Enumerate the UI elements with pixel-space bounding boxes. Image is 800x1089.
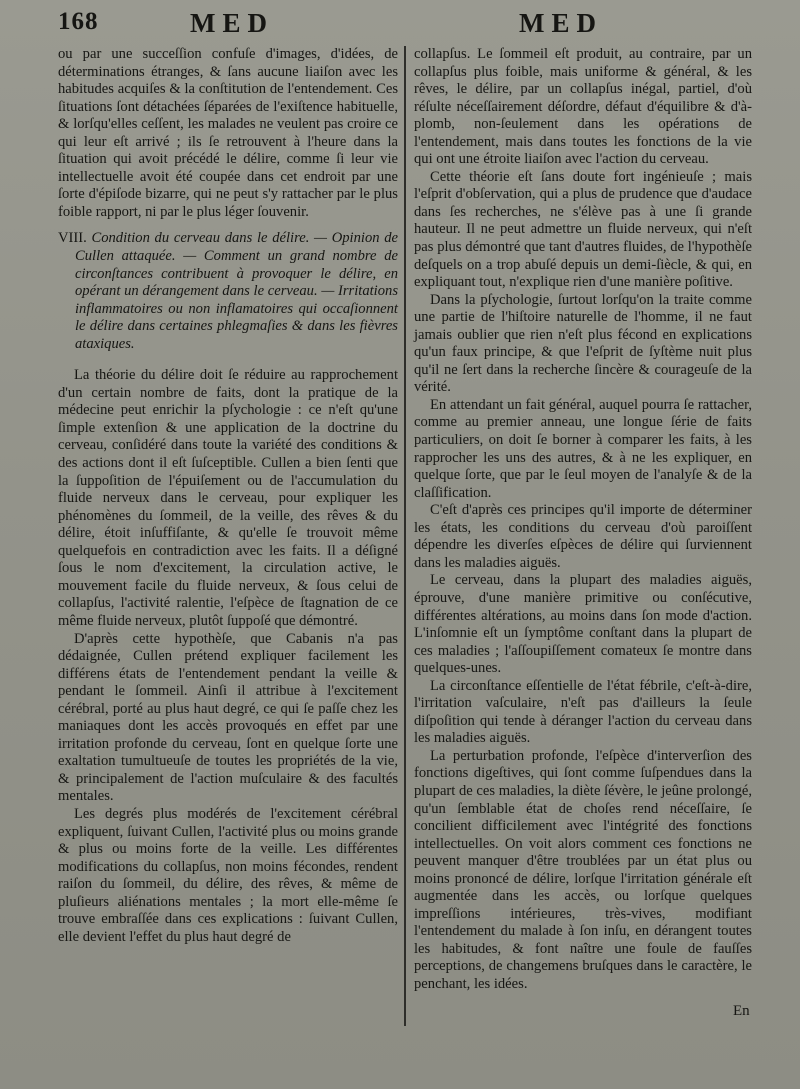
column-rule [404,46,406,1026]
right-paragraph-3: En attendant un fait général, auquel pourra ſe rattacher, comme au premier anneau, une longue ſérie de faits particuliers, on doit ſe borner à comparer les faits, à les rapprocher les uns des autres, & à ne les expliquer, en quelque ſorte, que par le ſeul moyen de l'analyſe & de la claſſification. [414,396,752,501]
left-column [58,46,398,946]
right-paragraph-2: Dans la pſychologie, ſurtout lorſqu'on la traite comme une partie de l'hiſtoire naturelle de l'homme, il ne faut jamais oublier que rien n'eſt plus fécond en explications qu'un faux principe, & que l'eſprit de ſyſtème nuit plus qu'il ne ſert dans la recherche ſincère & courageuſe de la vérité. [414,291,752,396]
right-paragraph-6: La circonſtance eſſentielle de l'état fébrile, c'eſt-à-dire, l'irritation vaſculaire, n'eſt pas d'ailleurs la ſeule diſpoſition qui tende à déranger l'action du cerveau dans les maladies aiguës. [414,677,752,747]
catchword: En [733,1003,750,1019]
right-paragraph-7: La perturbation profonde, l'eſpèce d'interverſion des fonctions digeſtives, qui ſont comme ſuſpendues dans la plupart de ces maladies, la diète ſévère, le jeûne prolongé, qu'un ſemblable état de choſes rend néceſſaire, ſe concilient difficilement avec l'intégrité des fonctions intellectuelles. On voit alors comment ces fonctions ne peuvent manquer d'être troublées par un état plus ou moins prononcé de délire, lorſque l'irritation générale eſt augmentée dans les accès, ou lorſque quelques impreſſions intérieures, très-vives, modifiant l'entendement du malade à ſon inſu, en dérangent toutes les habitudes, & font naître une foule de fauſſes perceptions, de changemens bruſques dans le caractère, le penchant, les idées. [414,747,752,992]
right-paragraph-4: C'eſt d'après ces principes qu'il importe de déterminer les états, les conditions du cerveau d'où paroiſſent dépendre les diverſes eſpèces de délire qui ſurviennent dans les maladies aiguës. [414,502,752,571]
left-paragraph-2: D'après cette hypothèſe, que Cabanis n'a pas dédaignée, Cullen prétend expliquer facilement les différens états de l'entendement pendant la veille & pendant le ſommeil. Ainſi il attribue à l'excitement cérébral, porté au plus haut degré, ce qui ſe paſſe chez les maniaques dont les accès provoqués en effet par une irritation profonde du cerveau, ſont en quelque ſorte une exaltation tumultueuſe de toutes les propriétés de la vie, & principalement de l'action muſculaire & des facultés mentales. [58,630,398,805]
running-head-left: MED [190,8,274,38]
left-paragraph-3: Les degrés plus modérés de l'excitement cérébral expliquent, ſuivant Cullen, l'activité plus ou moins grande & plus ou moins forte de la veille. Les différentes modifications du collapſus, non moins fécondes, rendent raiſon du ſommeil, du délire, des rêves, & même de pluſieurs aliénations mentales ; la mort elle-même ſe trouve embraſſée dans ces explications : ſuivant Cullen, elle devient l'effet du plus haut degré de [58,805,398,945]
section-heading [58,230,398,353]
section-number: VIII. [58,230,87,247]
left-paragraph-1: La théorie du délire doit ſe réduire au rapprochement d'un certain nombre de faits, dont la pratique de la médecine peut enrichir la pſychologie : ce n'eſt qu'une ſimple extenſion & une application de la doctrine du cerveau, conſidéré dans toute la variété des conditions & des actions dont il eſt ſuſceptible. Cullen a bien ſenti que la ſuppoſition de l'épuiſement ou de l'accumulation du fluide nerveux dans le cerveau, pour expliquer les phénomènes du ſommeil, de la veille, des rêves & du délire, étoit inſuffiſante, & qu'elle ſe trouvoit même quelquefois en contradiction avec les faits. Il a déſigné ſous le nom d'excitement, la circulation active, le mouvement facile du fluide nerveux, & ſous celui de collapſus, l'activité ralentie, l'eſpèce de ſtagnation de ce même fluide nerveux, plutôt ſuppoſé que démontré. [58,367,398,629]
right-column [414,46,752,994]
page-number: 168 [58,8,99,35]
right-paragraph-1: Cette théorie eſt ſans doute fort ingénieuſe ; mais l'eſprit d'obſervation, qui a plus de prudence que d'audace dans ſes recherches, ne s'élève pas à une ſi grande hauteur. Il ne peut admettre un fluide nerveux, qui n'eſt pas plus démontré que tant d'autres fluides, de l'hypothèſe deſquels on a trop abuſé depuis un demi-ſiècle, & qui, en expliquant tout, n'explique rien d'une manière poſitive. [414,168,752,291]
running-head-right: MED [519,8,603,38]
right-paragraph-continued: collapſus. Le ſommeil eſt produit, au contraire, par un collapſus plus foible, mais uniforme & général, & les rêves, le délire, par un collapſus inégal, partiel, d'où réſulte néceſſairement déſordre, défaut d'équilibre & d'à-plomb, non-ſeulement dans les opérations de l'entendement, mais dans toutes les fonctions de la vie qui ont une étroite liaiſon avec l'action du cerveau. [414,46,752,168]
right-paragraph-5: Le cerveau, dans la plupart des maladies aiguës, éprouve, d'une manière primitive ou conſécutive, différentes altérations, au moins dans ſon mode d'action. L'inſomnie eſt un ſymptôme conſtant dans la plupart de ces maladies ; l'aſſoupiſſement comateux ſe montre dans quelques-unes. [414,572,752,677]
section-heading-text: Condition du cerveau dans le délire. — Opinion de Cullen attaquée. — Comment un grand nombre de circonſtances contribuent à provoquer le délire, en opérant un dérangement dans le cerveau. — Irritations inflammatoires ou non inflamatoires qui occaſionnent le délire dans certaines phlegmaſies & dans les fièvres ataxiques. [75,230,398,352]
left-paragraph-continued: ou par une succeſſion confuſe d'images, d'idées, de déterminations étranges, & ſans aucune liaiſon avec les habitudes acquiſes & la conſtitution de l'entendement. Ces ſituations ſont détachées ſéparées de l'exiſtence habituelle, & lorſqu'elles ceſſent, les malades ne veulent pas croire ce qui leur eſt arrivé ; ils ſe retrouvent à l'heure dans la ſituation qui avoit précédé le délire, comme ſi leur vie intellectuelle avoit été coupée dans cet endroit par une ſorte d'épiſode bizarre, qui ne peut s'y rattacher par le plus foible rapport, ni par le plus léger ſouvenir. [58,46,398,220]
